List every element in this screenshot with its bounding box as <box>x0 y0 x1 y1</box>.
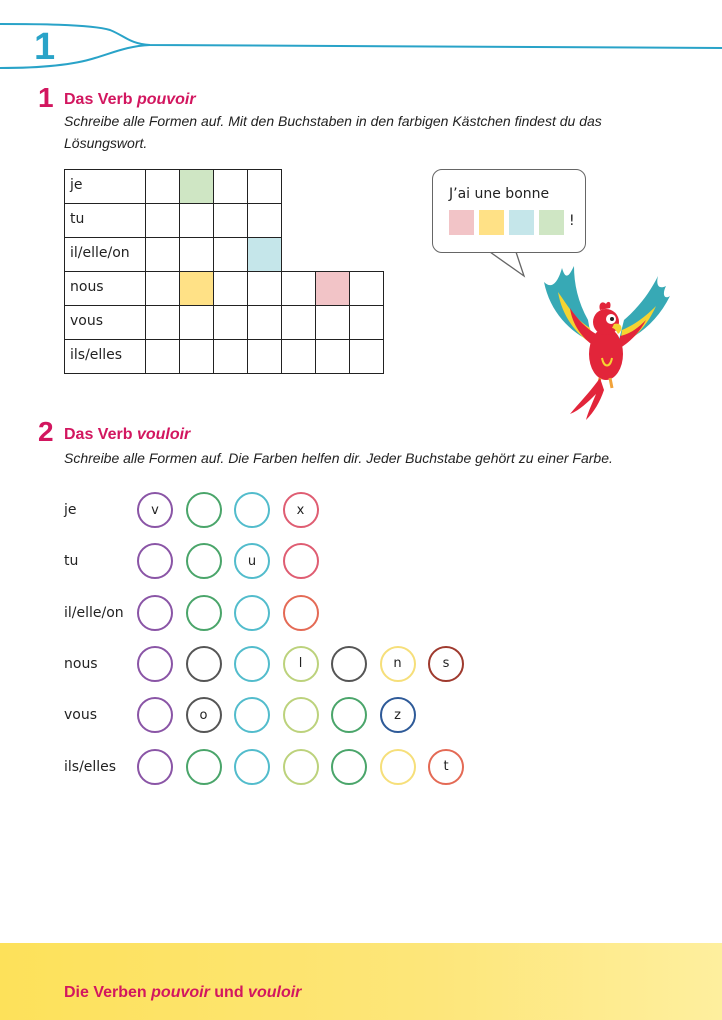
bubble-exclamation: ! <box>569 213 575 229</box>
footer-title <box>64 984 301 1002</box>
solution-box[interactable] <box>509 210 534 235</box>
letter-circle[interactable] <box>234 595 270 631</box>
bubble-text: J’ai une bonne <box>449 186 550 202</box>
exercise-2-title <box>64 426 190 444</box>
letter-box[interactable] <box>179 305 214 340</box>
letter-box[interactable] <box>315 339 350 374</box>
exercise-1-number: 1 <box>38 82 54 113</box>
exercise-2-instruction: Schreibe alle Formen auf. Die Farben helfen dir. Jeder Buchstabe gehört zu einer Farbe. <box>64 450 613 466</box>
letter-box[interactable] <box>315 271 350 306</box>
solution-box[interactable] <box>479 210 504 235</box>
letter-circle[interactable] <box>283 595 319 631</box>
letter-circle[interactable] <box>234 646 270 682</box>
letter-circle[interactable] <box>186 543 222 579</box>
exercise-2-number: 2 <box>38 416 54 447</box>
chapter-number: 1 <box>34 26 56 68</box>
footer-title-prefix: Die Verben <box>64 984 152 1001</box>
solution-box[interactable] <box>449 210 474 235</box>
letter-circle[interactable] <box>186 595 222 631</box>
grid-pronoun-label: il/elle/on <box>70 245 130 261</box>
footer-band <box>0 943 722 1020</box>
letter-box[interactable] <box>315 305 350 340</box>
letter-box[interactable] <box>247 271 282 306</box>
letter-box[interactable] <box>145 271 180 306</box>
letter-circle[interactable] <box>137 595 173 631</box>
letter-box[interactable] <box>281 271 316 306</box>
letter-box[interactable] <box>213 339 248 374</box>
row-pronoun-label: je <box>64 502 77 518</box>
letter-box[interactable] <box>213 237 248 272</box>
letter-circle[interactable] <box>186 646 222 682</box>
letter-box[interactable] <box>179 271 214 306</box>
letter-box[interactable] <box>145 237 180 272</box>
footer-verb-1: pouvoir <box>151 984 210 1001</box>
speech-bubble <box>432 169 586 253</box>
letter-box[interactable] <box>179 339 214 374</box>
letter-circle[interactable] <box>283 697 319 733</box>
letter-box[interactable] <box>349 305 384 340</box>
row-pronoun-label: nous <box>64 655 98 672</box>
exercise-2-title-verb: vouloir <box>136 426 191 443</box>
letter-circle[interactable]: x <box>283 492 319 528</box>
letter-circle[interactable]: u <box>234 543 270 579</box>
letter-box[interactable] <box>247 169 282 204</box>
letter-circle[interactable] <box>331 697 367 733</box>
row-pronoun-label: vous <box>64 707 98 724</box>
letter-circle[interactable] <box>137 543 173 579</box>
letter-circle[interactable] <box>137 697 173 733</box>
letter-box[interactable] <box>179 237 214 272</box>
letter-circle[interactable]: l <box>283 646 319 682</box>
letter-circle[interactable] <box>137 646 173 682</box>
parrot-illustration <box>540 262 675 422</box>
bubble-tail <box>480 250 540 280</box>
letter-box[interactable] <box>213 305 248 340</box>
letter-circle[interactable] <box>283 543 319 579</box>
letter-circle[interactable] <box>234 697 270 733</box>
grid-pronoun-label: ils/elles <box>70 347 123 363</box>
footer-verb-2: vouloir <box>248 984 302 1001</box>
footer-connector: und <box>209 984 249 1001</box>
exercise-1-title <box>64 91 196 109</box>
letter-box[interactable] <box>213 203 248 238</box>
grid-pronoun-label: vous <box>70 313 104 329</box>
letter-circle[interactable] <box>283 749 319 785</box>
letter-circle[interactable] <box>186 492 222 528</box>
exercise-1-title-prefix: Das Verb <box>64 91 137 108</box>
letter-box[interactable] <box>179 203 214 238</box>
letter-box[interactable] <box>281 305 316 340</box>
exercise-1-instruction: Schreibe alle Formen auf. Mit den Buchstaben in den farbigen Kästchen findest du das Lösungswort. <box>64 113 602 151</box>
letter-box[interactable] <box>179 169 214 204</box>
letter-circle[interactable]: t <box>428 749 464 785</box>
letter-box[interactable] <box>213 169 248 204</box>
letter-box[interactable] <box>247 339 282 374</box>
letter-circle[interactable] <box>137 749 173 785</box>
letter-circle[interactable]: v <box>137 492 173 528</box>
row-pronoun-label: ils/elles <box>64 758 117 775</box>
letter-box[interactable] <box>349 271 384 306</box>
grid-pronoun-label: nous <box>70 279 104 295</box>
letter-circle[interactable]: n <box>380 646 416 682</box>
exercise-1-title-verb: pouvoir <box>136 91 196 108</box>
letter-circle[interactable]: o <box>186 697 222 733</box>
letter-circle[interactable] <box>234 749 270 785</box>
letter-box[interactable] <box>145 339 180 374</box>
grid-pronoun-label: je <box>70 177 83 193</box>
letter-box[interactable] <box>281 339 316 374</box>
letter-box[interactable] <box>145 169 180 204</box>
letter-box[interactable] <box>145 305 180 340</box>
letter-box[interactable] <box>145 203 180 238</box>
letter-box[interactable] <box>247 305 282 340</box>
letter-circle[interactable] <box>331 646 367 682</box>
grid-pronoun-label: tu <box>70 211 85 227</box>
letter-circle[interactable] <box>234 492 270 528</box>
row-pronoun-label: tu <box>64 553 79 570</box>
letter-box[interactable] <box>349 339 384 374</box>
solution-box[interactable] <box>539 210 564 235</box>
letter-box[interactable] <box>247 203 282 238</box>
letter-box[interactable] <box>213 271 248 306</box>
header-decoration <box>0 0 722 80</box>
letter-circle[interactable] <box>331 749 367 785</box>
letter-circle[interactable]: s <box>428 646 464 682</box>
letter-circle[interactable] <box>380 749 416 785</box>
letter-box[interactable] <box>247 237 282 272</box>
row-pronoun-label: il/elle/on <box>64 604 124 621</box>
letter-circle[interactable]: z <box>380 697 416 733</box>
letter-circle[interactable] <box>186 749 222 785</box>
exercise-2-title-prefix: Das Verb <box>64 426 137 443</box>
